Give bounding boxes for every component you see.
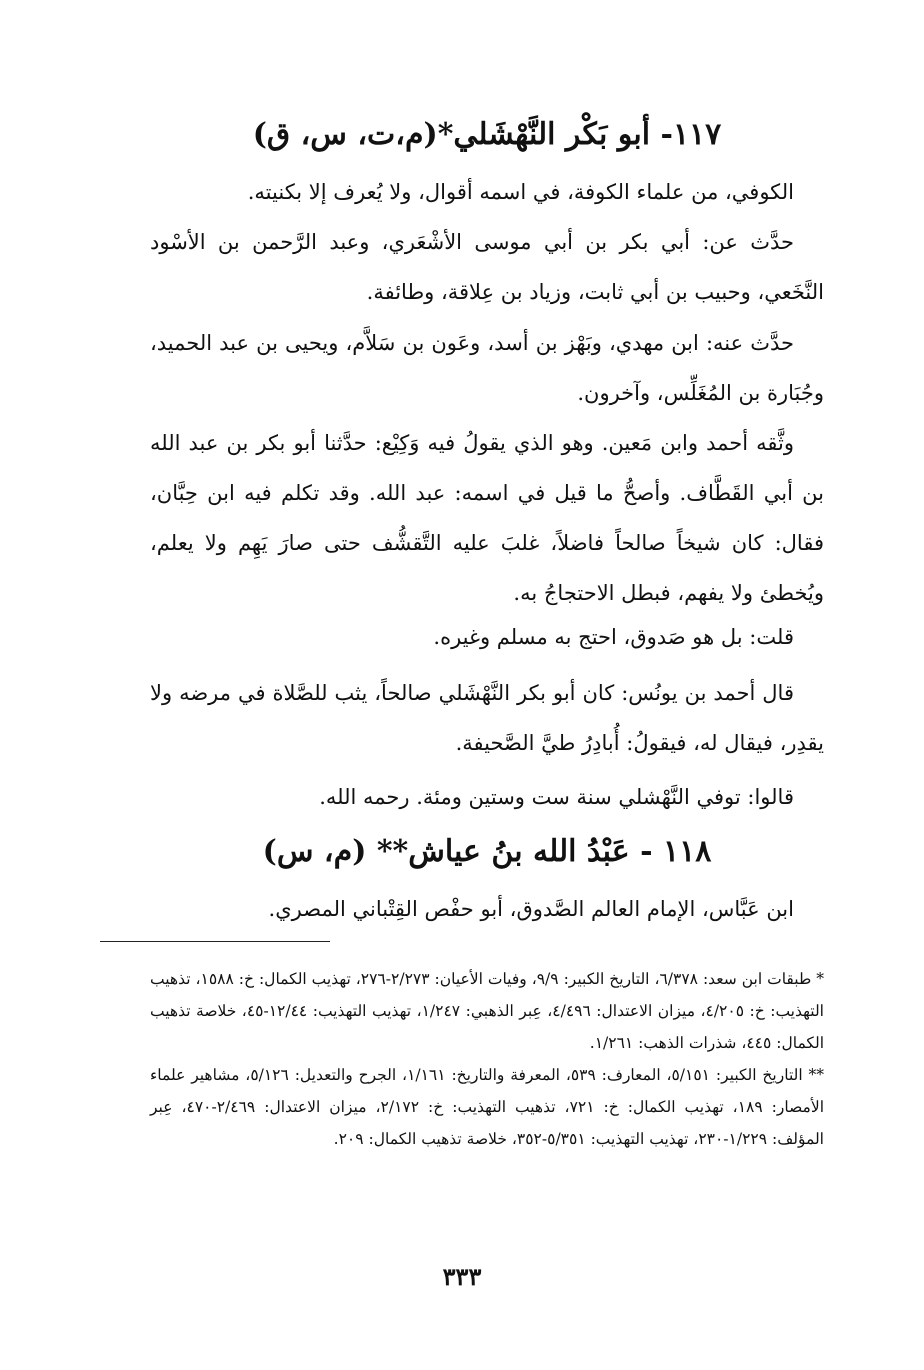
entry-117-students-block xyxy=(150,318,824,418)
entry-117-assessment-block xyxy=(150,418,824,618)
entry-117-teachers: حدَّث عن: أبي بكر بن أبي موسى الأشْعَري، وعبد الرَّحمن بن الأسْود النَّخَعي، وحبيب بن أبي ثابت، وزياد بن عِلاقة، وطائفة. xyxy=(150,230,824,304)
entry-118-title: ١١٨ - عَبْدُ الله بنُ عياش** (م، س) xyxy=(262,834,712,869)
entry-117-death-block xyxy=(150,772,824,822)
page-number: ٣٣٣ xyxy=(442,1262,482,1291)
footnote-separator xyxy=(100,941,330,942)
entry-117-body xyxy=(150,167,824,317)
entry-117-assessment: وثَّقه أحمد وابن مَعين. وهو الذي يقولُ فيه وَكِيْع: حدَّثنا أبو بكر بن عبد الله بن أبي القَطَّاف. وأصحُّ ما قيل في اسمه: عبد الله. وقد تكلم فيه ابن حِبَّان، فقال: كان شيخاً صالحاً فاضلاً، غلبَ عليه التَّقشُّف حتى صارَ يَهِم ولا يعلم، ويُخطئ ولا يفهم، فبطل الاحتجاجُ به. xyxy=(150,431,824,605)
entry-117-comment-block xyxy=(150,612,824,662)
footnote-2: ** التاريخ الكبير: ٥/١٥١، المعارف: ٥٣٩، المعرفة والتاريخ: ١/١٦١، الجرح والتعديل: ٥/١٢٦، مشاهير علماء الأمصار: ١٨٩، تهذيب الكمال: خ: ٧٢١، تذهيب التهذيب: خ: ٢/١٧٢، ميزان الاعتدال: ٢/٤٦٩-٤٧٠، عِبر المؤلف: ١/٢٢٩-٢٣٠، تهذيب التهذيب: ٥/٣٥١-٣٥٢، خلاصة تذهيب الكمال: ٢٠٩. xyxy=(150,1066,825,1148)
entry-117-author-comment: قلت: بل هو صَدوق، احتج به مسلم وغيره. xyxy=(433,625,794,649)
entry-118-intro: ابن عَبَّاس، الإمام العالم الصَّدوق، أبو حفْص القِتْباني المصري. xyxy=(268,897,794,921)
entry-117-anecdote-block xyxy=(150,668,824,768)
entry-117-death: قالوا: توفي النَّهْشلي سنة ست وستين ومئة. رحمه الله. xyxy=(319,785,794,809)
entry-117-title: ١١٧- أبو بَكْر النَّهْشَلي*(م،ت، س، ق) xyxy=(252,117,722,152)
entry-117-anecdote: قال أحمد بن يونُس: كان أبو بكر النَّهْشَلي صالحاً، يثب للصَّلاة في مرضه ولا يقدِر، فيقال له، فيقولُ: أُبادِرُ طيَّ الصَّحيفة. xyxy=(150,681,824,755)
entry-117-intro: الكوفي، من علماء الكوفة، في اسمه أقوال، ولا يُعرف إلا بكنيته. xyxy=(247,180,794,204)
entry-118-body xyxy=(150,884,824,934)
entry-117-students: حدَّث عنه: ابن مهدي، وبَهْز بن أسد، وعَون بن سَلاَّم، ويحيى بن عبد الحميد، وجُبَارة بن المُغَلِّس، وآخرون. xyxy=(150,331,824,405)
footnotes xyxy=(150,963,824,1155)
footnote-1: * طبقات ابن سعد: ٦/٣٧٨، التاريخ الكبير: ٩/٩، وفيات الأعيان: ٢/٢٧٣-٢٧٦، تهذيب الكمال: خ: ١٥٨٨، تذهيب التهذيب: خ: ٤/٢٠٥، ميزان الاعتدال: ٤/٤٩٦، عِبر الذهبي: ١/٢٤٧، تهذيب التهذيب: ١٢/٤٤-٤٥، خلاصة تذهيب الكمال: ٤٤٥، شذرات الذهب: ١/٢٦١. xyxy=(150,970,824,1052)
